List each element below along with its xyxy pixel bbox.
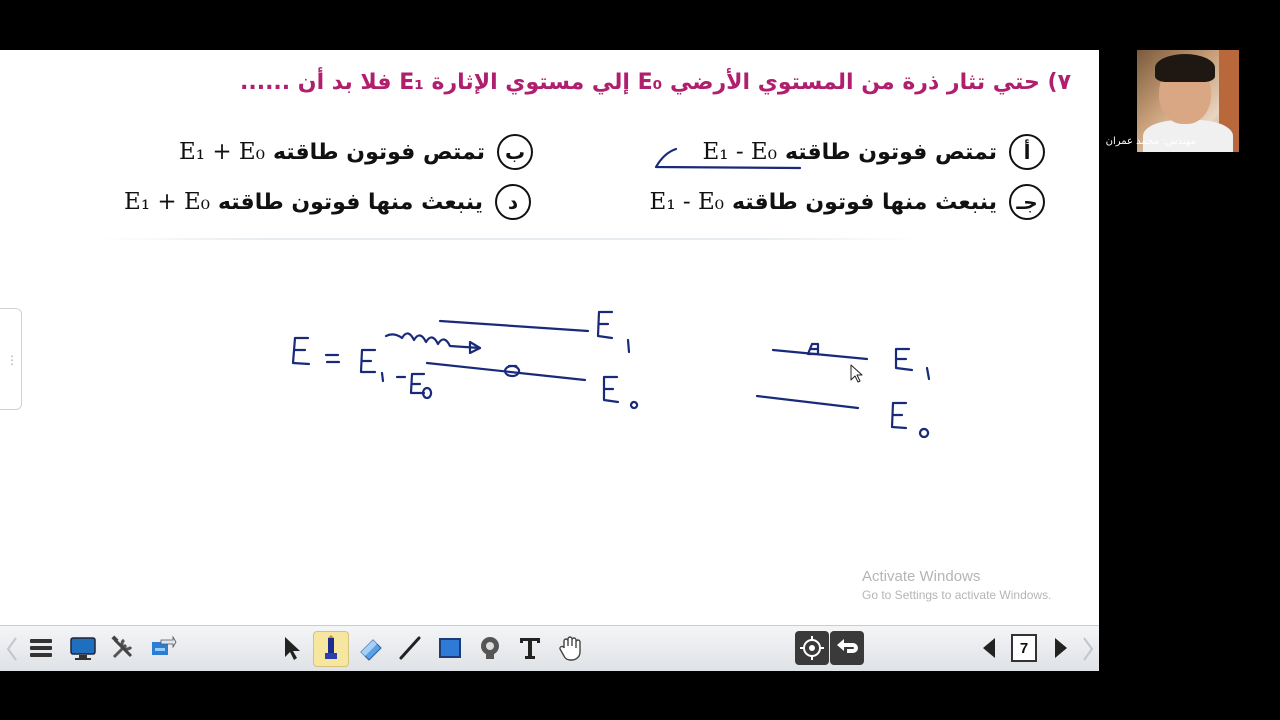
tools-icon (109, 634, 137, 662)
tools-button[interactable] (106, 631, 140, 665)
text-button[interactable] (513, 631, 547, 665)
whiteboard-canvas[interactable] (0, 50, 1099, 625)
activate-windows-watermark (862, 568, 1051, 602)
spotlight-button[interactable] (473, 631, 507, 665)
option-c-text: ينبعث منها فوتون طاقته (731, 189, 997, 215)
ink-E0-left (411, 374, 431, 398)
menu-icon (27, 634, 55, 662)
undo-icon (833, 634, 861, 662)
transfer-icon (149, 634, 177, 662)
target-button[interactable] (795, 631, 829, 665)
target-icon (798, 634, 826, 662)
ink-E0-label-left (604, 377, 637, 408)
next-page-button[interactable] (1044, 631, 1078, 665)
prev-page-icon (975, 634, 1003, 662)
pan-button[interactable] (553, 631, 587, 665)
ink-E0-label-right (892, 403, 928, 437)
line-icon (396, 634, 424, 662)
ink-upper-level-left (440, 321, 588, 331)
toolbar-collapse-left-icon[interactable] (6, 636, 18, 662)
rectangle-icon (436, 634, 464, 662)
option-a-text: تمتص فوتون طاقته (784, 139, 997, 165)
ink-E1-left (361, 350, 383, 381)
eraser-icon (357, 634, 385, 662)
option-b-equation: E₁ + E₀ (179, 139, 265, 165)
transfer-button[interactable] (146, 631, 180, 665)
option-d-equation: E₁ + E₀ (124, 189, 210, 215)
toolbar-collapse-right-icon[interactable] (1082, 636, 1094, 662)
ink-E1-label-left (598, 312, 629, 352)
ink-electron-right (808, 344, 818, 354)
ink-photon-wave (386, 333, 480, 348)
option-b-text: تمتص فوتون طاقته (272, 139, 485, 165)
option-d-text: ينبعث منها فوتون طاقته (217, 189, 483, 215)
handwriting-ink (0, 50, 1099, 625)
ink-lower-level-right (757, 396, 858, 408)
prev-page-button[interactable] (972, 631, 1006, 665)
option-c-letter: جـ (1009, 184, 1045, 220)
option-d-letter: د (495, 184, 531, 220)
option-a-letter: أ (1009, 134, 1045, 170)
bottom-toolbar (0, 625, 1099, 671)
presenter-hair (1155, 54, 1215, 82)
pen-button[interactable] (313, 631, 349, 667)
pan-icon (556, 634, 584, 662)
ink-equals (326, 355, 339, 362)
ink-underline-option-a (656, 149, 800, 168)
option-c-equation: E₁ - E₀ (649, 189, 724, 215)
menu-button[interactable] (24, 631, 58, 665)
next-page-icon (1047, 634, 1075, 662)
watermark-subtitle: Go to Settings to activate Windows. (862, 588, 1052, 602)
line-button[interactable] (393, 631, 427, 665)
undo-button[interactable] (830, 631, 864, 665)
mouse-cursor-icon (851, 365, 862, 382)
select-button[interactable] (274, 631, 308, 665)
option-a-equation: E₁ - E₀ (702, 139, 777, 165)
eraser-button[interactable] (354, 631, 388, 665)
select-icon (277, 634, 305, 662)
presenter-name: مهندس: محمد عمران (1105, 136, 1196, 147)
ink-E1-label-right (896, 349, 929, 379)
pen-icon (317, 635, 345, 663)
grip-icon: ⋮ (6, 353, 18, 367)
rectangle-button[interactable] (433, 631, 467, 665)
spotlight-icon (476, 634, 504, 662)
text-icon (516, 634, 544, 662)
ink-letter-E (293, 338, 309, 364)
screen-icon (69, 634, 97, 662)
ink-upper-level-right (773, 350, 867, 359)
page-number[interactable]: 7 (1011, 634, 1037, 662)
question-text: ٧) حتي تثار ذرة من المستوي الأرضي E₀ إلي مستوي الإثارة E₁ فلا بد أن ...... (240, 70, 1071, 95)
option-b-letter: ب (497, 134, 533, 170)
screen-button[interactable] (66, 631, 100, 665)
watermark-title: Activate Windows (862, 568, 981, 585)
